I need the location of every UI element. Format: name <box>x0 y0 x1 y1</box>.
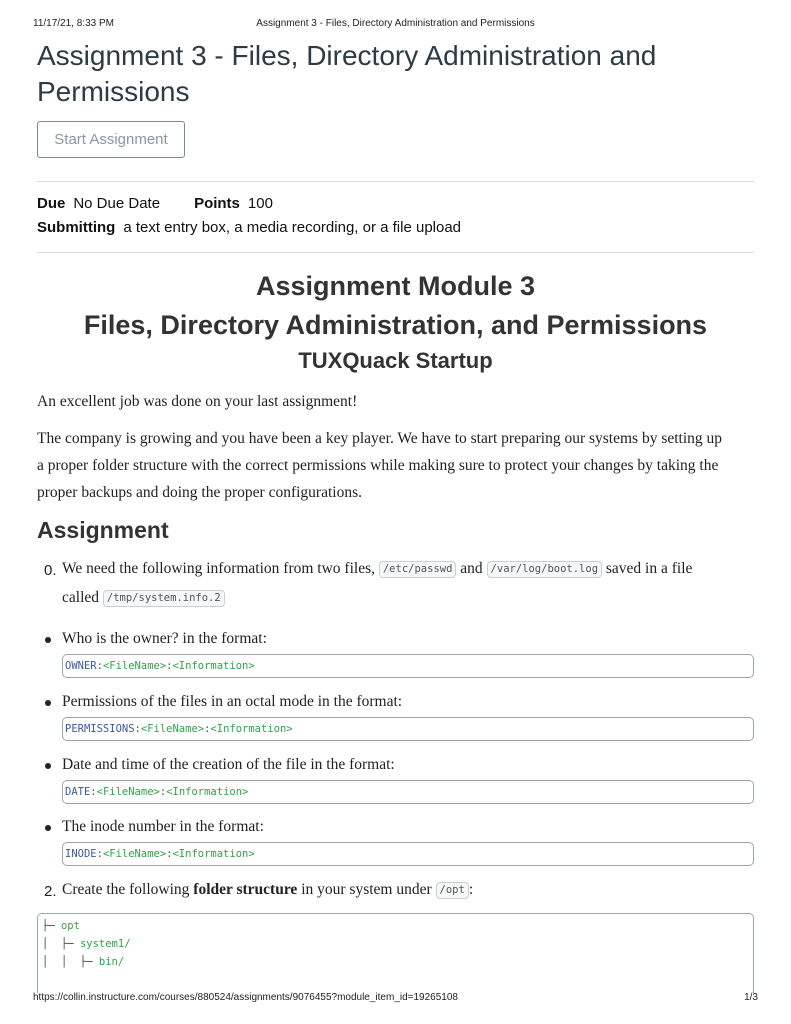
code-block: PERMISSIONS:<FileName>:<Information> <box>62 717 754 741</box>
tree-line: │ ├─ system1/ <box>42 938 131 950</box>
module-subheading: Files, Directory Administration, and Permissions <box>83 310 708 340</box>
context-paragraph: The company is growing and you have been a key player. We have to start preparing our systems by setting up a proper folder structure with the correct permissions while making sure to protect your changes by taking the proper backups and doing the proper configurations. <box>37 430 723 501</box>
list-number: 2. <box>44 883 57 900</box>
submitting-label: Submitting <box>37 219 116 236</box>
start-assignment-button[interactable]: Start Assignment <box>37 121 185 158</box>
due-value: No Due Date <box>73 195 161 212</box>
bullet-text: Date and time of the creation of the file in the format: <box>62 756 395 773</box>
tree-line: ├─ opt <box>42 920 80 932</box>
bullet-text: Permissions of the files in an octal mode in the format: <box>62 693 403 710</box>
page-title: Assignment 3 - Files, Directory Administration and Permissions <box>37 40 657 107</box>
bullet-text: The inode number in the format: <box>62 818 264 835</box>
submission-types-row <box>37 219 461 236</box>
code-block: INODE:<FileName>:<Information> <box>62 842 754 866</box>
print-doc-title: Assignment 3 - Files, Directory Administration and Permissions <box>256 18 535 29</box>
points-label: Points <box>194 195 240 212</box>
inline-code: /var/log/boot.log <box>487 561 602 578</box>
bullet-text: Who is the owner? in the format: <box>62 630 267 647</box>
print-url: https://collin.instructure.com/courses/880524/assignments/9076455?module_item_id=19265108 <box>33 992 458 1003</box>
divider <box>37 181 754 182</box>
list-number: 0. <box>44 562 57 579</box>
submitting-value: a text entry box, a media recording, or a file upload <box>123 219 462 236</box>
print-footer <box>33 992 758 1006</box>
bullet-dot <box>45 763 51 769</box>
bullet-dot <box>45 825 51 831</box>
code-block: DATE:<FileName>:<Information> <box>62 780 754 804</box>
list-item: Create the following folder structure in your system under /opt : <box>62 881 474 898</box>
inline-code: /opt <box>436 882 469 899</box>
bullet-dot <box>45 700 51 706</box>
assignment-details-row <box>37 195 273 212</box>
inline-code: /tmp/system.info.2 <box>103 590 225 607</box>
list-item-continued: called /tmp/system.info.2 <box>62 589 225 607</box>
folder-tree-code-block <box>37 913 754 993</box>
intro-paragraph: An excellent job was done on your last assignment! <box>37 393 358 410</box>
list-item: We need the following information from two files, /etc/passwd and /var/log/boot.log saved in a file <box>62 560 693 577</box>
inline-code: /etc/passwd <box>379 561 457 578</box>
print-datetime: 11/17/21, 8:33 PM <box>33 18 114 29</box>
points-value: 100 <box>247 195 273 212</box>
tree-line: │ │ ├─ bin/ <box>42 956 125 968</box>
divider <box>37 252 754 253</box>
print-page-number: 1/3 <box>744 992 758 1003</box>
module-heading: Assignment Module 3 <box>255 271 536 301</box>
bullet-dot <box>45 637 51 643</box>
print-header <box>33 18 758 32</box>
startup-heading: TUXQuack Startup <box>298 348 493 373</box>
due-label: Due <box>37 195 66 212</box>
code-block: OWNER:<FileName>:<Information> <box>62 654 754 678</box>
assignment-heading: Assignment <box>37 517 169 543</box>
